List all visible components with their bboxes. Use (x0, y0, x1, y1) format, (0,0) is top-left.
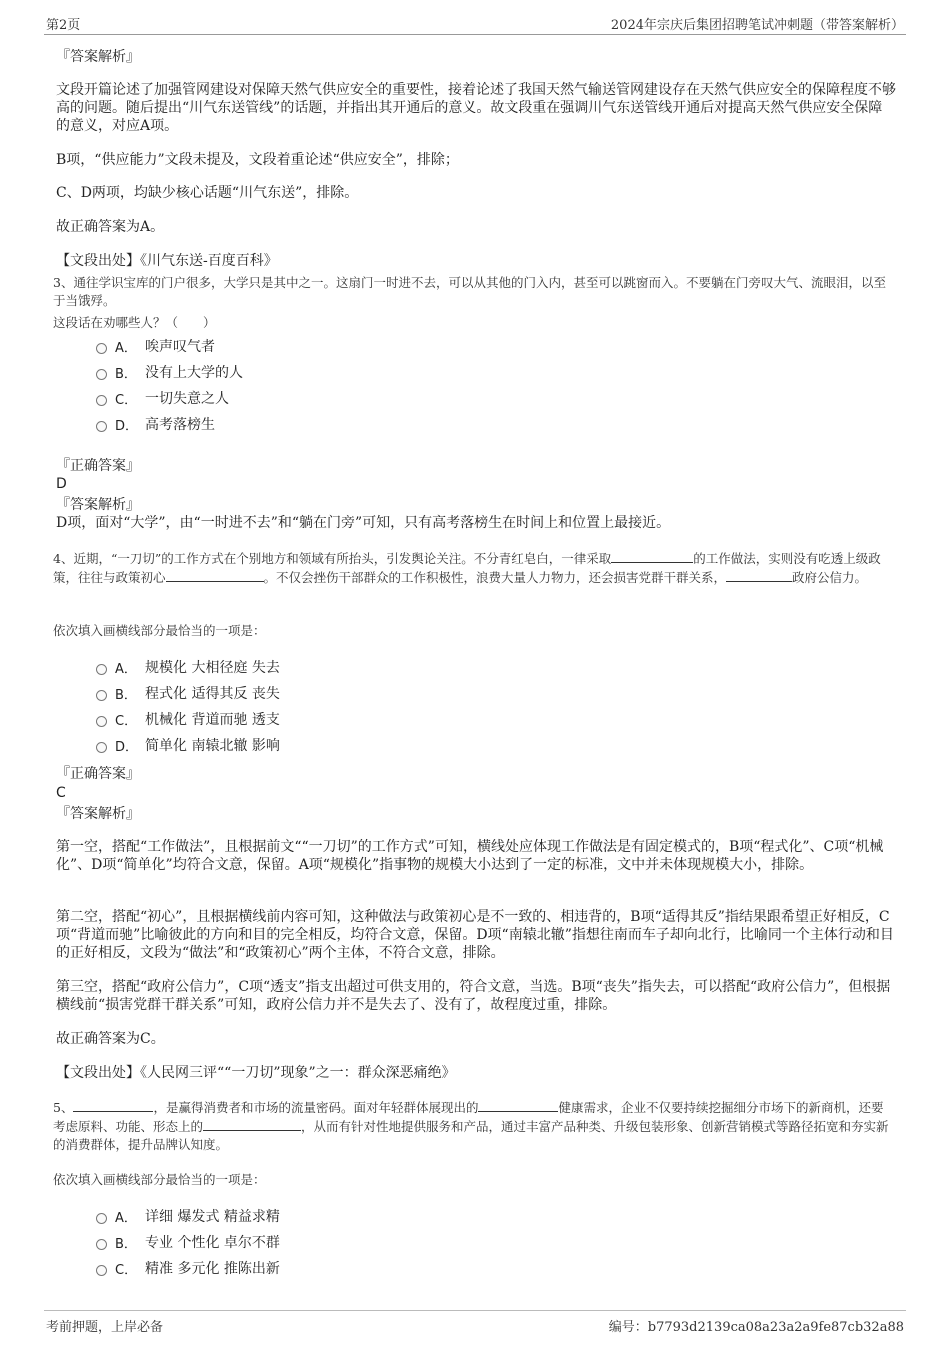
page-number: 第2页 (46, 18, 81, 33)
q5-option-b[interactable]: B． 专业 个性化 卓尔不群 (96, 1232, 280, 1252)
radio-icon[interactable] (96, 1239, 107, 1250)
q4-option-b[interactable]: B． 程式化 适得其反 丧失 (96, 683, 280, 703)
radio-icon[interactable] (96, 369, 107, 380)
page-footer (44, 1310, 906, 1337)
q4-option-c[interactable]: C． 机械化 背道而驰 透支 (96, 709, 280, 729)
blank-3 (726, 568, 792, 582)
radio-icon[interactable] (96, 1265, 107, 1276)
q3-question: 这段话在劝哪些人？（ ） (53, 315, 216, 330)
q4-option-d[interactable]: D． 简单化 南辕北辙 影响 (96, 735, 280, 755)
q4-analysis-para3: 第三空，搭配“政府公信力”，C项“透支”指支出超过可供支用的，符合文意，当选。B项“丧失”指失去，可以搭配“政府公信力”，但根据横线前“损害党群干群关系”可知，政府公信力并不是失去了、没有了，故程度过重，排除。 (56, 979, 891, 1013)
blank-1 (611, 549, 693, 563)
q2-analysis-para3: C、D两项，均缺少核心话题“川气东送”，排除。 (56, 185, 359, 201)
q3-option-a[interactable]: A． 唉声叹气者 (96, 336, 215, 356)
q3-analysis-label: 『答案解析』 (56, 497, 140, 513)
blank-2 (478, 1098, 558, 1112)
q4-answer: C (56, 785, 66, 801)
blank-3 (203, 1117, 301, 1131)
document-title: 2024年宗庆后集团招聘笔试冲刺题（带答案解析） (610, 18, 904, 33)
q4-question: 依次填入画横线部分最恰当的一项是： (53, 623, 266, 638)
q2-conclusion: 故正确答案为A。 (56, 219, 165, 235)
q5-question: 依次填入画横线部分最恰当的一项是： (53, 1172, 266, 1187)
radio-icon[interactable] (96, 716, 107, 727)
radio-icon[interactable] (96, 395, 107, 406)
q2-analysis-para2: B项，“供应能力”文段未提及，文段着重论述“供应安全”，排除； (56, 152, 459, 168)
q5-option-a[interactable]: A． 详细 爆发式 精益求精 (96, 1206, 280, 1226)
q3-option-c[interactable]: C． 一切失意之人 (96, 388, 229, 408)
q4-source: 【文段出处】《人民网三评““一刀切”现象”之一：群众深恶痛绝》 (56, 1065, 456, 1081)
blank-2 (166, 568, 264, 582)
document-code: 编号：b7793d2139ca08a23a2a9fe87cb32a88 (608, 1320, 904, 1335)
q3-option-b[interactable]: B． 没有上大学的人 (96, 362, 243, 382)
q4-answer-label: 『正确答案』 (56, 766, 140, 782)
radio-icon[interactable] (96, 343, 107, 354)
radio-icon[interactable] (96, 664, 107, 675)
q3-answer-label: 『正确答案』 (56, 458, 140, 474)
radio-icon[interactable] (96, 421, 107, 432)
q3-option-d[interactable]: D． 高考落榜生 (96, 414, 215, 434)
q5-option-c[interactable]: C． 精准 多元化 推陈出新 (96, 1258, 280, 1278)
q5-stem: 5、 ，是赢得消费者和市场的流量密码。面对年轻群体展现出的 健康需求，企业不仅要持续挖掘细分市场下的新商机，还要考虑原料、功能、形态上的 ，从而有针对性地提供服务和产品，通过丰富产品种类、升级包装形象、创新营销模式等路径拓宽和夯实新的消费群体，提升品牌认知度。 (53, 1100, 889, 1152)
q3-stem: 3、通往学识宝库的门户很多，大学只是其中之一。这扇门一时进不去，可以从其他的门入内，甚至可以跳窗而入。不要躺在门旁叹大气、流眼泪，以至于当饿殍。 (53, 275, 886, 308)
q4-conclusion: 故正确答案为C。 (56, 1031, 165, 1047)
q4-option-a[interactable]: A． 规模化 大相径庭 失去 (96, 657, 280, 677)
radio-icon[interactable] (96, 690, 107, 701)
blank-1 (73, 1098, 153, 1112)
q4-analysis-para1: 第一空，搭配“工作做法”，且根据前文““一刀切”的工作方式”可知，横线处应体现工作做法是有固定模式的，B项“程式化”、C项“机械化”、D项“简单化”均符合文意，保留。A项“规模化”指事物的规模大小达到了一定的标准，文中并未体现规模大小，排除。 (56, 839, 884, 873)
q4-analysis-para2: 第二空，搭配“初心”，且根据横线前内容可知，这种做法与政策初心是不一致的、相违背的，B项“适得其反”指结果跟希望正好相反，C项“背道而驰”比喻彼此的方向和目的完全相反，均符合文意，保留。D项“南辕北辙”指想往南而车子却向北行，比喻同一个主体行动和目的正好相反，文段为“做法”和“政策初心”两个主体，不符合文意，排除。 (56, 909, 894, 961)
q2-analysis-label: 『答案解析』 (56, 49, 140, 65)
page-header (44, 12, 906, 35)
radio-icon[interactable] (96, 742, 107, 753)
q3-answer: D (56, 476, 67, 492)
q4-analysis-label: 『答案解析』 (56, 806, 140, 822)
q2-source: 【文段出处】《川气东送-百度百科》 (56, 253, 278, 269)
q4-stem: 4、近期，“一刀切”的工作方式在个别地方和领域有所抬头，引发舆论关注。不分青红皂白，一律采取 的工作做法，实则没有吃透上级政策，往往与政策初心 。不仅会挫伤干部群众的工作积极性，浪费大量人力物力，还会损害党群干群关系， 政府公信力。 (53, 551, 881, 585)
radio-icon[interactable] (96, 1213, 107, 1224)
footer-slogan: 考前押题，上岸必备 (46, 1320, 164, 1335)
q2-analysis-para1: 文段开篇论述了加强管网建设对保障天然气供应安全的重要性，接着论述了我国天然气输送管网建设存在天然气供应安全的保障程度不够高的问题。随后提出“川气东送管线”的话题，并指出其开通后的意义。故文段重在强调川气东送管线开通后对提高天然气供应安全保障的意义，对应A项。 (56, 82, 896, 134)
q3-analysis: D项，面对“大学”，由“一时进不去”和“躺在门旁”可知，只有高考落榜生在时间上和位置上最接近。 (56, 515, 671, 531)
